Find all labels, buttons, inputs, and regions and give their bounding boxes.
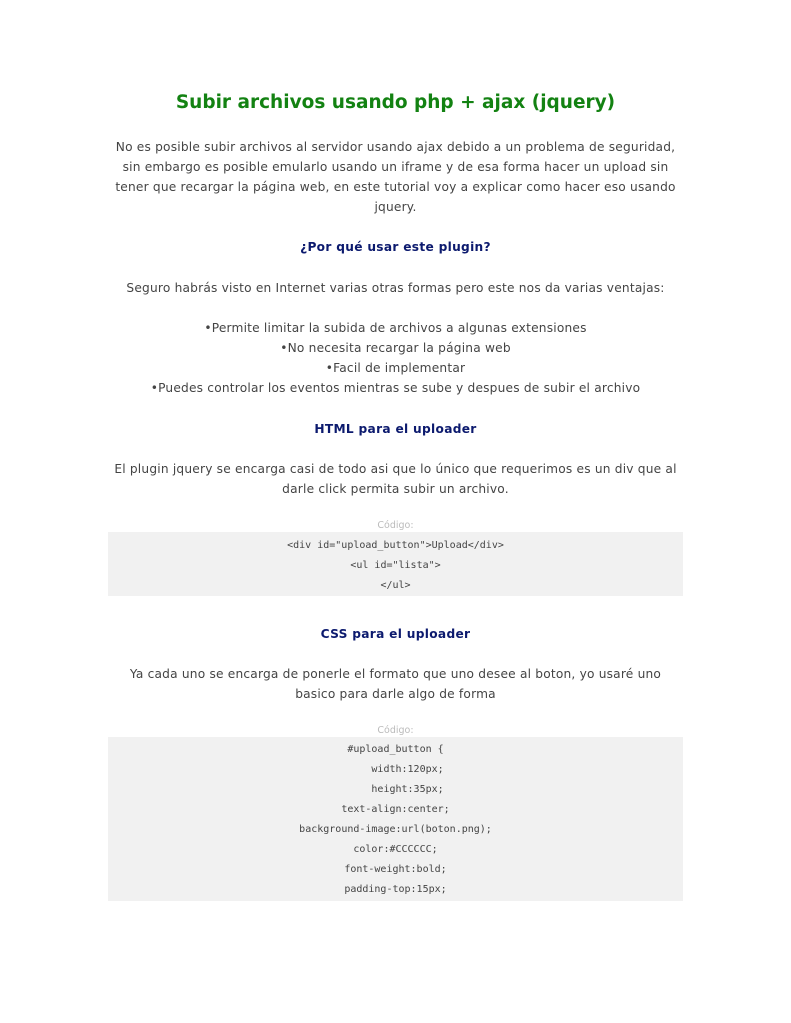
bullet-icon: • <box>325 361 334 375</box>
code-line: </ul> <box>380 580 411 591</box>
code-line: <div id="upload_button">Upload</div> <box>287 540 504 551</box>
bullet-icon: • <box>280 341 288 355</box>
code-label: Código: <box>377 725 414 736</box>
bullet-icon: • <box>150 381 159 395</box>
css-uploader-paragraph: Ya cada uno se encarga de ponerle el formato que uno desee al boton, yo usaré uno basico para darle algo de forma <box>129 667 662 701</box>
list-item: •Facil de implementar <box>325 361 466 375</box>
code-line: color:#CCCCCC; <box>353 844 438 855</box>
list-item: •No necesita recargar la página web <box>280 341 511 355</box>
html-code-block <box>108 532 683 596</box>
section-heading-why-plugin: ¿Por qué usar este plugin? <box>300 240 491 254</box>
code-line: background-image:url(boton.png); <box>299 824 492 835</box>
css-code-block <box>108 737 683 901</box>
section-heading-css-uploader: CSS para el uploader <box>320 627 471 641</box>
html-uploader-paragraph: El plugin jquery se encarga casi de todo asi que lo único que requerimos es un div que al darle click permita subir un archivo. <box>114 462 677 496</box>
advantages-intro-paragraph: Seguro habrás visto en Internet varias otras formas pero este nos da varias ventajas: <box>126 281 665 295</box>
list-item: •Permite limitar la subida de archivos a algunas extensiones <box>204 321 587 335</box>
advantages-list <box>108 318 683 398</box>
bullet-icon: • <box>204 321 212 335</box>
code-label: Código: <box>377 520 414 531</box>
list-item: •Puedes controlar los eventos mientras se sube y despues de subir el archivo <box>150 381 641 395</box>
section-heading-html-uploader: HTML para el uploader <box>314 422 477 436</box>
code-line: padding-top:15px; <box>344 884 447 895</box>
page-title: Subir archivos usando php + ajax (jquery) <box>175 92 616 113</box>
code-line: #upload_button { <box>347 744 444 755</box>
code-line: text-align:center; <box>341 804 450 815</box>
code-line: width:120px; <box>347 764 444 775</box>
code-line: height:35px; <box>347 784 444 795</box>
code-line: font-weight:bold; <box>344 864 447 875</box>
intro-paragraph: No es posible subir archivos al servidor usando ajax debido a un problema de seguridad, sin embargo es posible emularlo usando un iframe y de esa forma hacer un upload sin tener que recargar la página web, en este tutorial voy a explicar como hacer eso usando jquery. <box>115 140 676 214</box>
code-line: <ul id="lista"> <box>350 560 441 571</box>
